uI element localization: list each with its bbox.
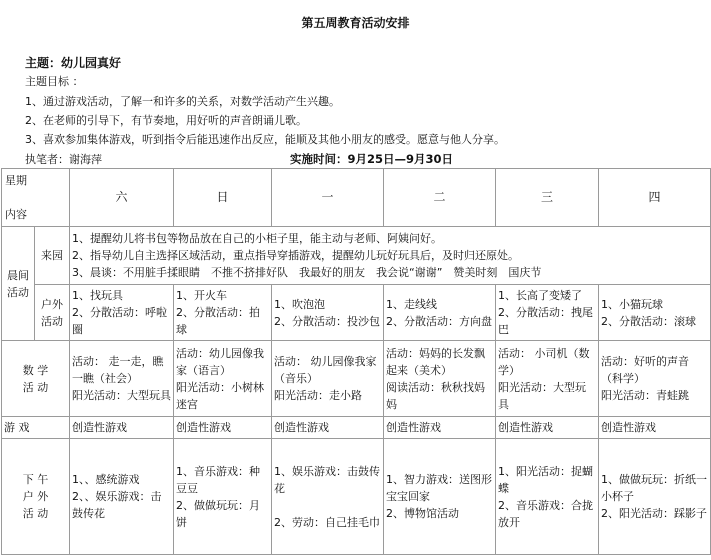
outdoor-label: 户外活动 — [35, 285, 70, 341]
day-header: 六 — [70, 169, 174, 227]
afternoon-cell: 1、音乐游戏：种豆豆 2、做做玩玩：月饼 — [174, 439, 272, 555]
game-cell: 创造性游戏 — [496, 417, 599, 439]
math-cell: 活动：幼儿园像我家（语言） 阳光活动：小树林迷宫 — [174, 341, 272, 417]
outdoor-cell: 1、走线线 2、分散活动：方向盘 — [384, 285, 496, 341]
theme-heading: 主题：幼儿园真好 — [25, 56, 122, 70]
outdoor-row — [2, 285, 711, 341]
game-cell: 创造性游戏 — [70, 417, 174, 439]
game-row — [2, 417, 711, 439]
math-cell: 活动：妈妈的长发飘起来（美术） 阅读活动：秋秋找妈妈 — [384, 341, 496, 417]
day-header: 三 — [496, 169, 599, 227]
goal-1: 1、通过游戏活动，了解一和许多的关系，对数学活动产生兴趣。 — [25, 95, 340, 108]
schedule-time: 实施时间：9月25日—9月30日 — [290, 152, 454, 166]
outdoor-cell: 1、吹泡泡 2、分散活动：投沙包 — [272, 285, 384, 341]
author: 执笔者：谢海萍 — [25, 153, 102, 166]
morning-activity-label: 晨间活动 — [2, 227, 35, 341]
afternoon-cell: 1、阳光活动：捉蝴蝶 2、音乐游戏：合拢放开 — [496, 439, 599, 555]
arrival-content — [70, 227, 711, 285]
day-header: 一 — [272, 169, 384, 227]
math-cell: 活动： 小司机（数学） 阳光活动：大型玩具 — [496, 341, 599, 417]
arrival-line: 3、晨谈：不用脏手揉眼睛 不推不挤排好队 我最好的朋友 我会说“谢谢” 赞美时刻 国庆节 — [72, 266, 542, 279]
afternoon-cell: 1、娱乐游戏：击鼓传花 2、劳动：自己挂毛巾 — [272, 439, 384, 555]
game-cell: 创造性游戏 — [174, 417, 272, 439]
afternoon-cell: 1、做做玩玩：折纸一小杯子 2、阳光活动：踩影子 — [599, 439, 711, 555]
afternoon-cell: 1、、感统游戏 2、、娱乐游戏：击鼓传花 — [70, 439, 174, 555]
outdoor-cell: 1、长高了变矮了 2、分散活动：拽尾巴 — [496, 285, 599, 341]
afternoon-cell: 1、智力游戏：送图形宝宝回家 2、博物馆活动 — [384, 439, 496, 555]
page-title: 第五周教育活动安排 — [301, 16, 410, 30]
game-cell: 创造性游戏 — [272, 417, 384, 439]
day-header: 二 — [384, 169, 496, 227]
goal-3: 3、喜欢参加集体游戏，听到指令后能迅速作出反应，能顺及其他小朋友的感受。愿意与他人分享。 — [25, 133, 505, 146]
goals-label: 主题目标 ： — [25, 75, 84, 88]
math-cell: 活动： 幼儿园像我家（音乐） 阳光活动：走小路 — [272, 341, 384, 417]
math-cell: 活动：好听的声音（科学） 阳光活动：青蛙跳 — [599, 341, 711, 417]
math-cell: 活动： 走一走，瞧一瞧（社会） 阳光活动：大型玩具 — [70, 341, 174, 417]
weekday-label: 星期 — [5, 174, 27, 187]
arrival-line: 2、指导幼儿自主选择区域活动，重点指导穿插游戏，提醒幼儿玩好玩具后，及时归还原处。 — [72, 249, 519, 262]
content-label: 内容 — [5, 208, 27, 221]
goal-2: 2、在老师的引导下，有节奏地，用好听的声音朗诵儿歌。 — [25, 114, 307, 127]
math-row — [2, 341, 711, 417]
outdoor-cell: 1、小猫玩球 2、分散活动：滚球 — [599, 285, 711, 341]
arrival-line: 1、提醒幼儿将书包等物品放在自己的小柜子里，能主动与老师、阿姨问好。 — [72, 232, 442, 245]
schedule-table — [1, 168, 711, 555]
outdoor-cell: 1、找玩具 2、分散活动：呼啦圈 — [70, 285, 174, 341]
game-label: 游 戏 — [2, 417, 70, 439]
game-cell: 创造性游戏 — [599, 417, 711, 439]
game-cell: 创造性游戏 — [384, 417, 496, 439]
arrival-label: 来园 — [35, 227, 70, 285]
corner-cell — [2, 169, 70, 227]
afternoon-activity-label: 下 午 户 外 活 动 — [2, 439, 70, 555]
header-row — [2, 169, 711, 227]
outdoor-cell: 1、开火车 2、分散活动：拍球 — [174, 285, 272, 341]
arrival-row — [2, 227, 711, 285]
day-header: 日 — [174, 169, 272, 227]
afternoon-row — [2, 439, 711, 555]
day-header: 四 — [599, 169, 711, 227]
math-activity-label: 数 学 活 动 — [2, 341, 70, 417]
